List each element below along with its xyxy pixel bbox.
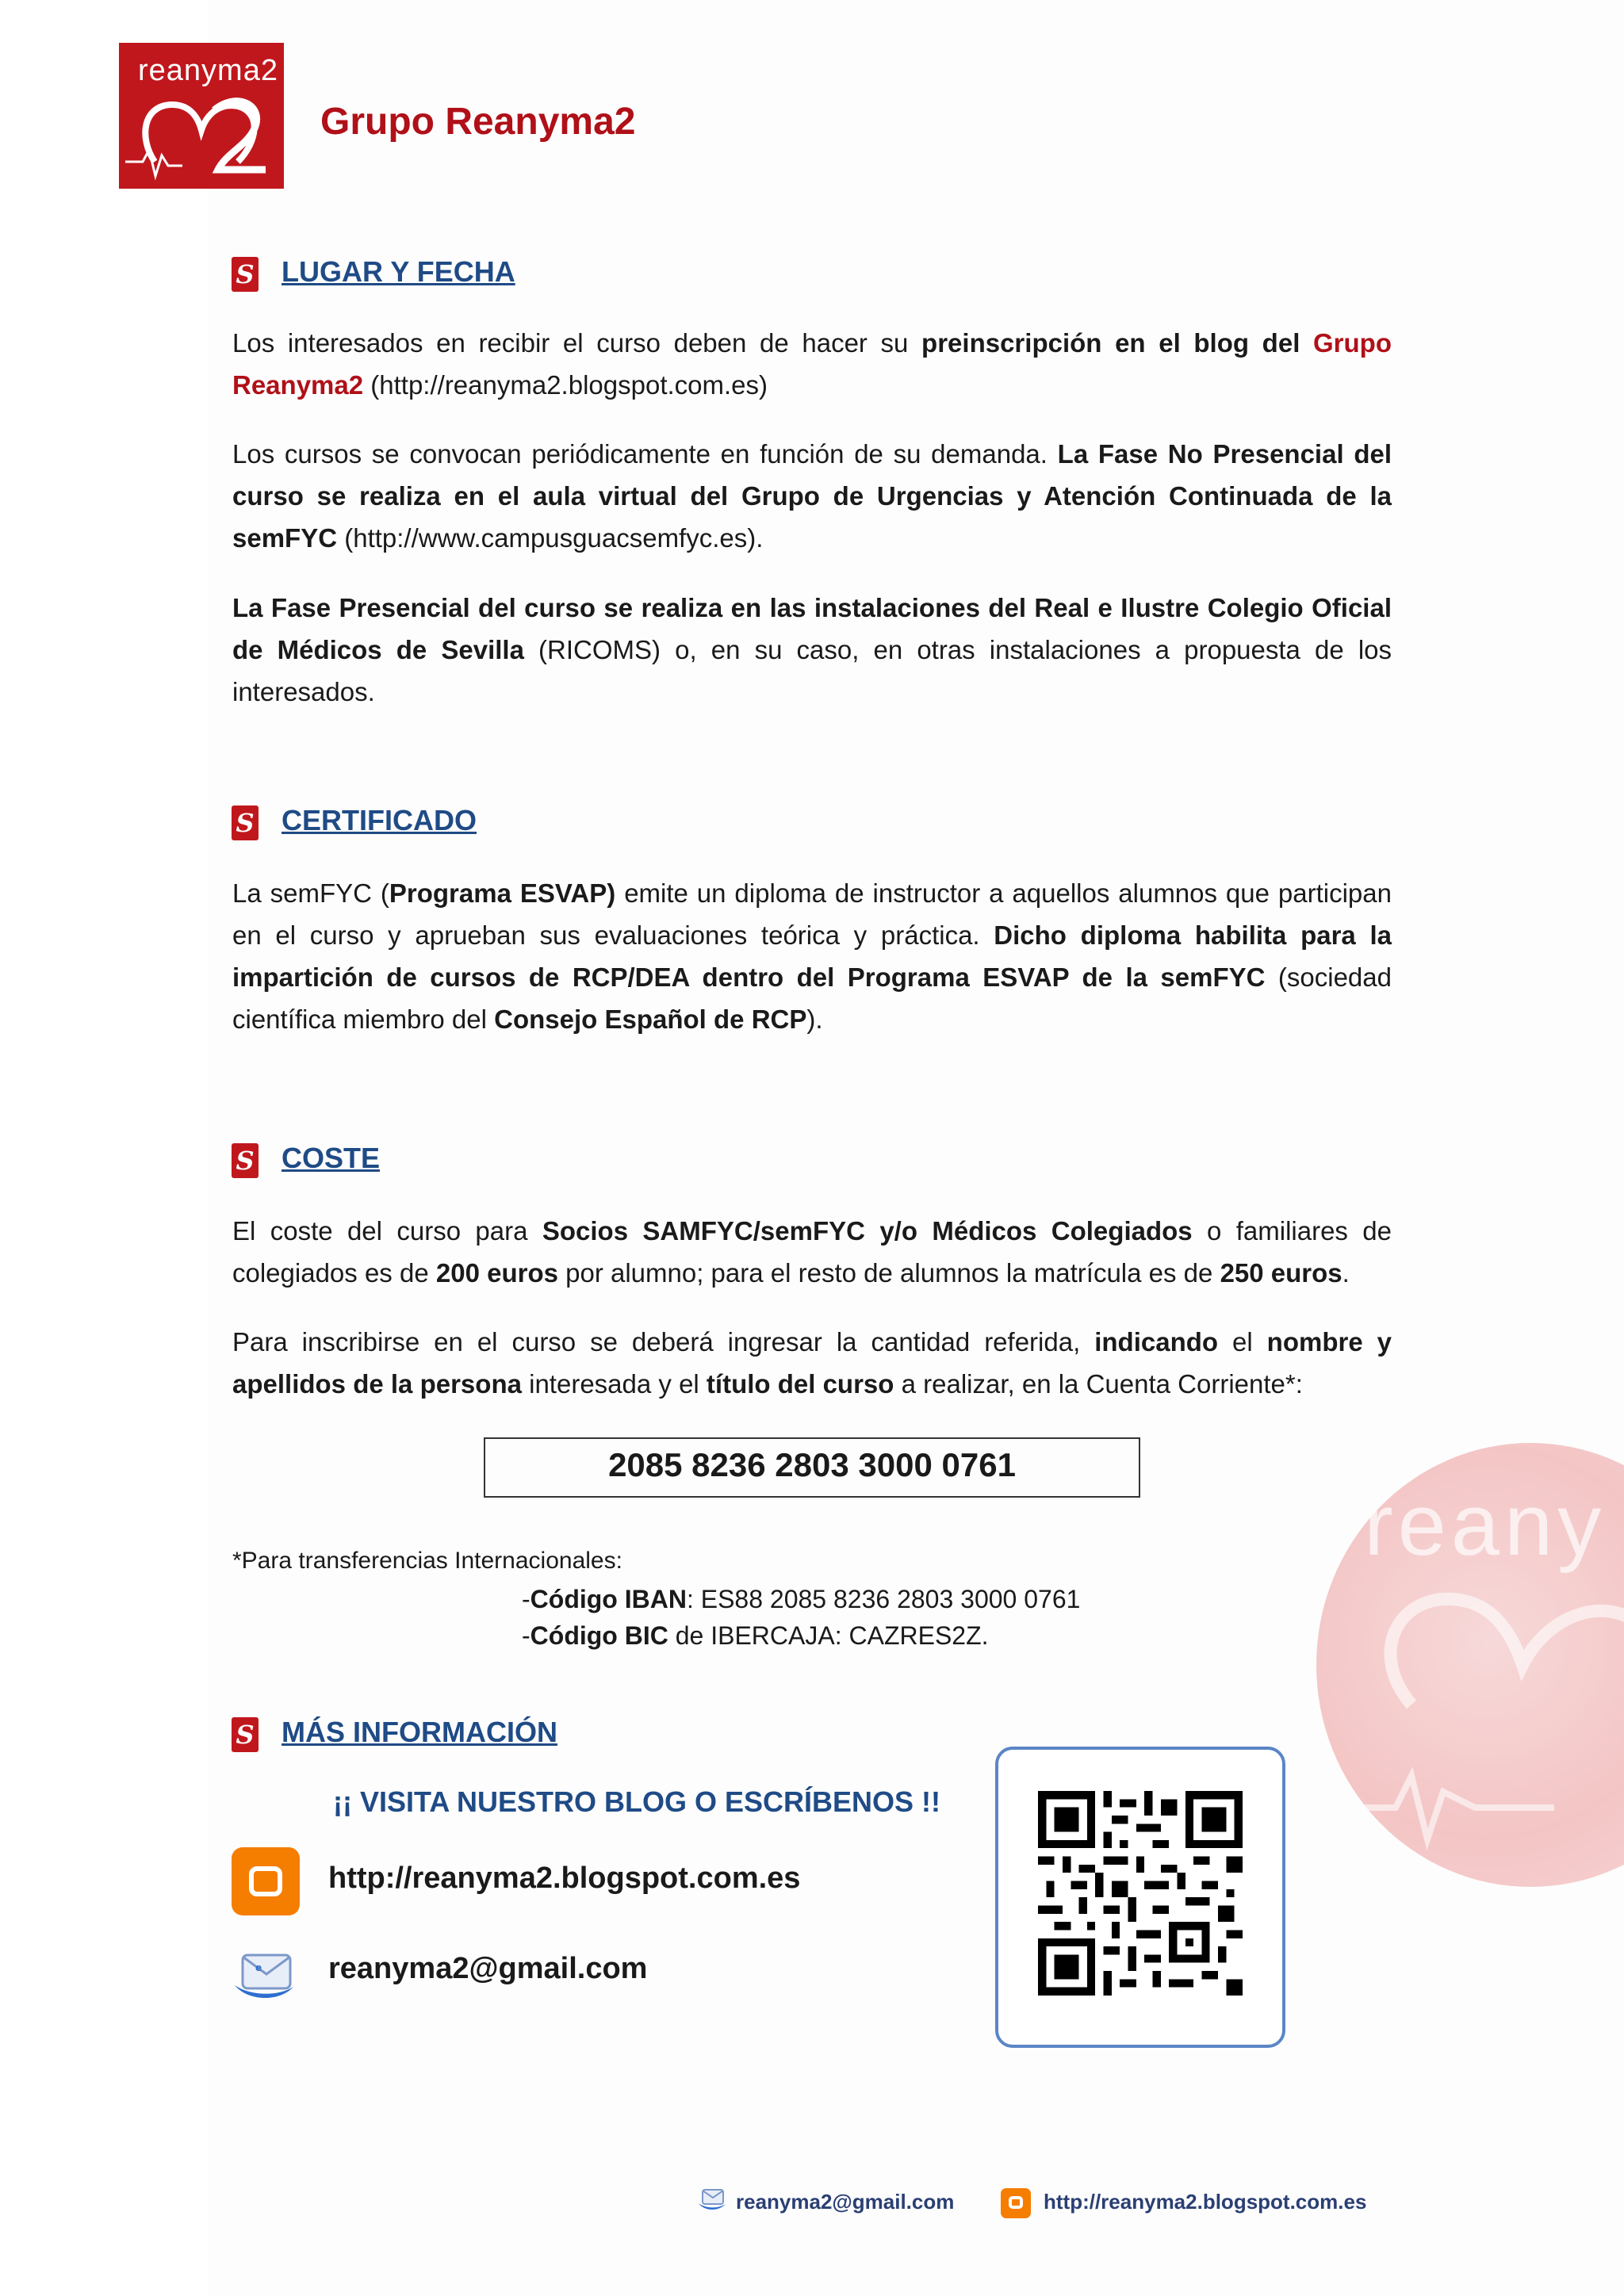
paragraph-fase-presencial (232, 587, 1392, 713)
iban-line (522, 1581, 1080, 1617)
text-run-bold: indicando (1094, 1327, 1219, 1357)
text-run: emite un diploma de instructor a aquellos alumnos que participan en el curso y aprueban sus evaluaciones teórica y práctica. (232, 878, 1392, 950)
text-run: . (1342, 1258, 1350, 1288)
text-run-bold: Dicho diploma habilita para la impartición de cursos de RCP/DEA dentro del Programa ESVAP de la semFYC (232, 920, 1392, 992)
text-run-bold: 250 euros (1220, 1258, 1342, 1288)
text-run-bold: La Fase Presencial del curso se realiza en las instalaciones del Real e Ilustre Colegio Oficial de Médicos de Sevilla (232, 593, 1392, 664)
text-run-bold: Socios SAMFYC/semFYC y/o Médicos Colegiados (542, 1216, 1193, 1246)
bic-value: de IBERCAJA: CAZRES2Z. (668, 1621, 989, 1650)
bank-account-number: 2085 8236 2803 3000 0761 (484, 1437, 1140, 1498)
logo-wordmark: reanyma2 (138, 54, 278, 87)
footer-blogger-icon (1001, 2188, 1031, 2218)
svg-text:e: e (255, 1962, 262, 1973)
text-run: el (1218, 1327, 1267, 1357)
section-bullet-icon: S (232, 806, 259, 840)
paragraph-fase-no-presencial (232, 433, 1392, 559)
paragraph-preinscripcion (232, 322, 1392, 406)
text-run: o familiares de colegiados es de (232, 1216, 1392, 1288)
paragraph-certificado (232, 872, 1392, 1040)
text-run-bold: Programa ESVAP) (389, 878, 616, 908)
qr-code-icon[interactable] (1038, 1791, 1243, 1996)
text-run-bold: 200 euros (435, 1258, 558, 1288)
text-run: Los cursos se convocan periódicamente en función de su demanda. (232, 439, 1058, 469)
paragraph-coste (232, 1210, 1392, 1294)
text-run: (http://www.campusguacsemfyc.es). (337, 523, 764, 553)
text-run-bold: La Fase No Presencial del curso se realiza en el aula virtual del Grupo de Urgencias y Atención Continuada de la semFYC (232, 439, 1392, 553)
text-run: a realizar, en la Cuenta Corriente*: (894, 1369, 1303, 1399)
text-run-bold: preinscripción en el blog del (921, 328, 1314, 358)
text-run: La semFYC ( (232, 878, 389, 908)
logo-heart-icon (119, 43, 284, 189)
iban-label: Código IBAN (530, 1585, 687, 1613)
paragraph-inscripcion (232, 1321, 1392, 1405)
footer-email-icon (698, 2188, 726, 2212)
section-bullet-icon: S (232, 1717, 259, 1752)
text-run: por alumno; para el resto de alumnos la matrícula es de (557, 1258, 1220, 1288)
text-run: (sociedad científica miembro del (232, 962, 1392, 1034)
blog-link[interactable]: http://reanyma2.blogspot.com.es (328, 1862, 801, 1895)
page-title: Grupo Reanyma2 (320, 101, 636, 143)
email-link[interactable]: reanyma2@gmail.com (328, 1952, 648, 1985)
section-heading-coste: COSTE (282, 1142, 381, 1174)
text-run: El coste del curso para (232, 1216, 542, 1246)
watermark-heart-icon (1316, 1443, 1624, 1887)
section-heading-lugar: LUGAR Y FECHA (282, 255, 515, 288)
international-transfer-note: *Para transferencias Internacionales: (232, 1548, 622, 1574)
bic-line (522, 1617, 989, 1654)
text-run: - (522, 1585, 530, 1613)
section-bullet-icon: S (232, 1143, 259, 1178)
text-run: (http://reanyma2.blogspot.com.es) (363, 370, 768, 400)
text-run-bold: título del curso (706, 1369, 894, 1399)
text-run-bold: nombre y apellidos de la persona (232, 1327, 1392, 1399)
text-run: ). (806, 1004, 823, 1034)
text-run-bold: Consejo Español de RCP (494, 1004, 807, 1034)
text-run: interesada y el (521, 1369, 707, 1399)
text-run: (RICOMS) o, en su caso, en otras instalaciones a propuesta de los interesados. (232, 635, 1392, 706)
footer-blog-link[interactable]: http://reanyma2.blogspot.com.es (1044, 2190, 1367, 2214)
email-icon (232, 1950, 297, 2004)
reanyma2-logo (119, 43, 284, 189)
visit-blog-callout: ¡¡ VISITA NUESTRO BLOG O ESCRÍBENOS !! (333, 1785, 941, 1818)
text-run: Los interesados en recibir el curso deben de hacer su (232, 328, 922, 358)
iban-value: : ES88 2085 8236 2803 3000 0761 (686, 1585, 1081, 1613)
section-heading-certificado: CERTIFICADO (282, 804, 477, 836)
text-run-brand: Grupo Reanyma2 (232, 328, 1392, 400)
text-run: - (522, 1621, 530, 1650)
section-heading-info: MÁS INFORMACIÓN (282, 1716, 557, 1748)
watermark-logo: reany (1316, 1443, 1624, 1887)
bic-label: Código BIC (530, 1621, 668, 1650)
blogger-icon (232, 1847, 300, 1915)
text-run: Para inscribirse en el curso se deberá ingresar la cantidad referida, (232, 1327, 1095, 1357)
section-bullet-icon: S (232, 257, 259, 292)
qr-code-frame (995, 1747, 1285, 2048)
footer-email-link[interactable]: reanyma2@gmail.com (736, 2190, 955, 2214)
